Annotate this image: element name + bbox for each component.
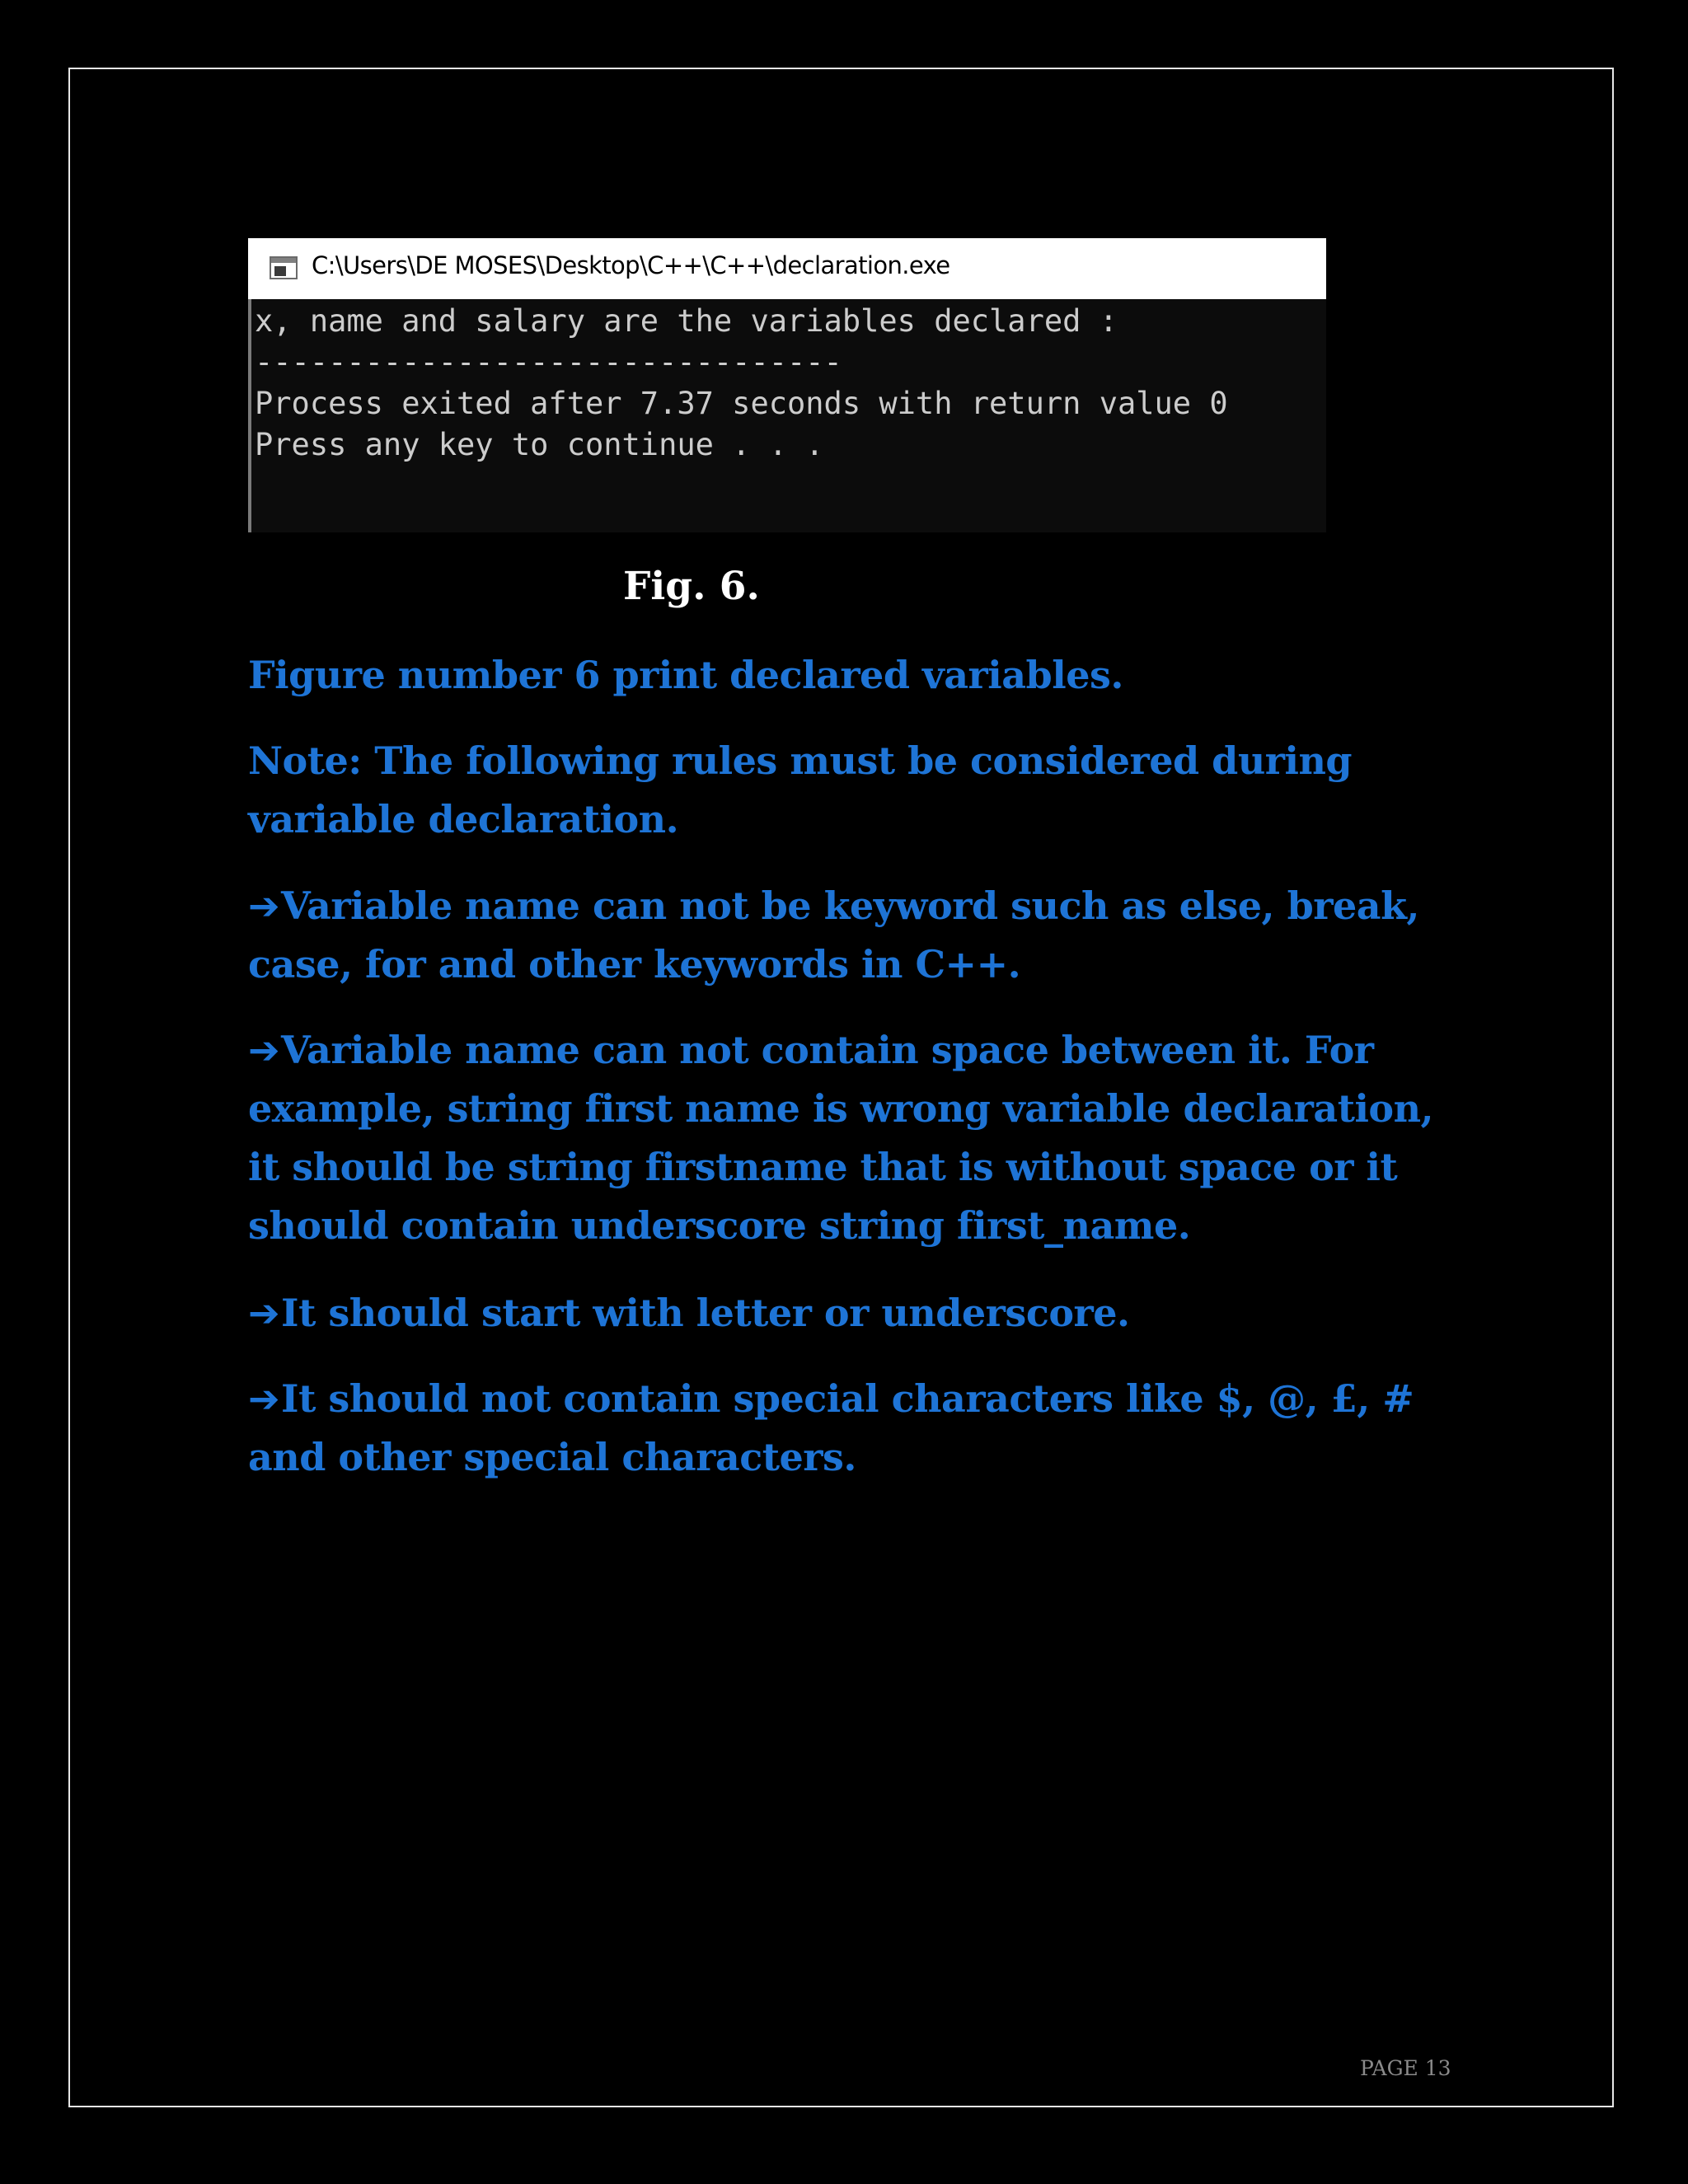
rule-text: Variable name can not be keyword such as else, break, case, for and other keywords in C++. bbox=[248, 883, 1419, 987]
rule-text: It should not contain special characters like $, @, £, # and other special characters. bbox=[248, 1376, 1414, 1479]
console-line: Process exited after 7.37 seconds with return value 0 bbox=[255, 386, 1228, 421]
arrow-right-icon: ➔ bbox=[248, 883, 280, 928]
arrow-right-icon: ➔ bbox=[248, 1291, 280, 1335]
console-line: x, name and salary are the variables declared : bbox=[255, 303, 1118, 339]
console-app-icon bbox=[270, 256, 298, 279]
rule-item bbox=[248, 1370, 1460, 1487]
arrow-right-icon: ➔ bbox=[248, 1028, 280, 1072]
console-window bbox=[248, 238, 1326, 532]
console-line: Press any key to continue . . . bbox=[255, 427, 824, 462]
rule-item bbox=[248, 877, 1460, 994]
rule-item bbox=[248, 1021, 1460, 1255]
page-number: PAGE 13 bbox=[1360, 2056, 1451, 2080]
rule-text: Variable name can not contain space between it. For example, string first name is wrong variable declaration, it should be string firstname that is without space or it should contain underscore string first_name. bbox=[248, 1028, 1434, 1248]
figure-caption: Fig. 6. bbox=[623, 564, 760, 609]
console-output bbox=[248, 299, 1326, 532]
note-paragraph: Note: The following rules must be considered during variable declaration. bbox=[248, 738, 1353, 841]
console-separator-line: -------------------------------- bbox=[255, 344, 842, 380]
console-title: C:\Users\DE MOSES\Desktop\C++\C++\declaration.exe bbox=[312, 251, 950, 279]
arrow-right-icon: ➔ bbox=[248, 1376, 280, 1421]
rule-item bbox=[248, 1284, 1460, 1343]
rule-text: It should start with letter or underscore. bbox=[281, 1291, 1130, 1335]
console-titlebar bbox=[248, 238, 1326, 299]
intro-paragraph: Figure number 6 print declared variables. bbox=[248, 653, 1123, 697]
